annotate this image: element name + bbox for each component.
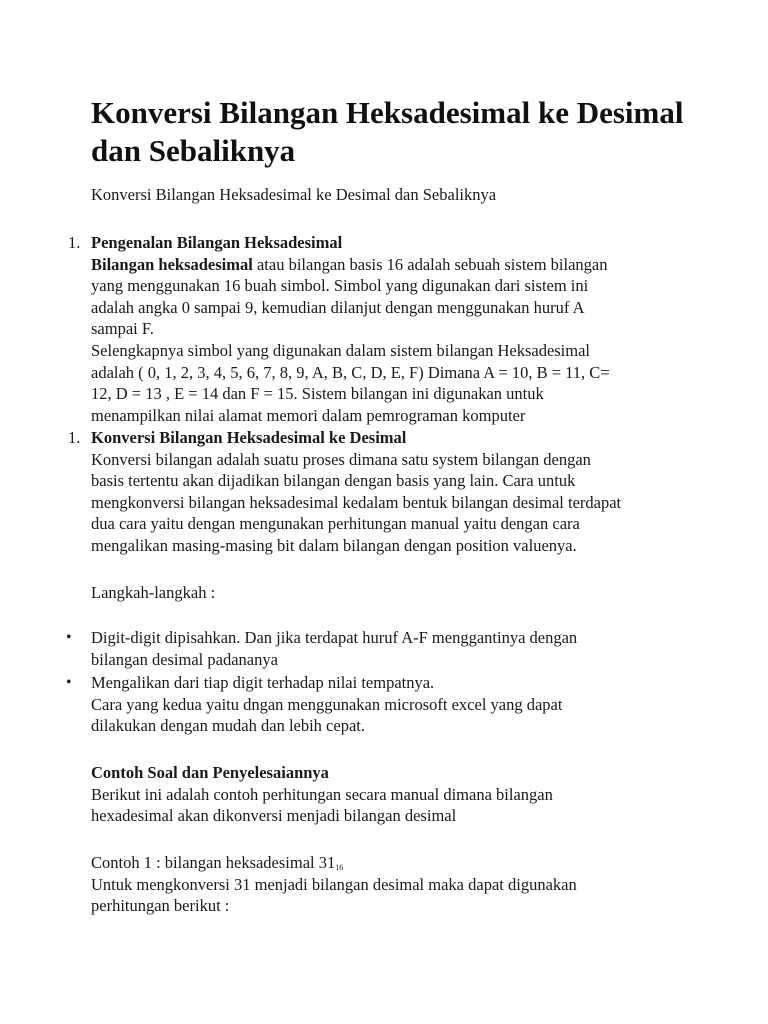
bullet-glyph: • [66,629,72,646]
paragraph-line [91,852,691,874]
paragraph-line: 12, D = 13 , E = 14 dan F = 15. Sistem bilangan ini digunakan untuk [91,384,544,404]
paragraph-line: mengalikan masing-masing bit dalam bilangan dengan position valuenya. [91,535,577,555]
section-heading: Contoh Soal dan Penyelesaiannya [91,763,329,782]
base-subscript: 16 [335,863,344,872]
paragraph-line: sampai F. [91,319,154,339]
section-heading: Konversi Bilangan Heksadesimal ke Desimal [91,428,407,447]
paragraph-line: Mengalikan dari tiap digit terhadap nilai tempatnya. [91,673,435,692]
section-konversi [91,427,691,557]
paragraph-line: Cara yang kedua yaitu dngan menggunakan microsoft excel yang dapat [91,694,563,714]
paragraph-line: bilangan desimal padananya [91,649,278,669]
paragraph-line: adalah ( 0, 1, 2, 3, 4, 5, 6, 7, 8, 9, A, B, C, D, E, F) Dimana A = 10, B = 11, C= [91,362,610,382]
bullet-glyph: • [66,674,72,691]
paragraph-line: mengkonversi bilangan heksadesimal kedalam bentuk bilangan desimal terdapat [91,492,622,512]
paragraph-line: perhitungan berikut : [91,896,230,916]
text-span: Contoh 1 : bilangan heksadesimal 31 [91,853,336,872]
section-number: 1. [68,233,81,252]
paragraph-line: yang menggunakan 16 buah simbol. Simbol yang digunakan dari sistem ini [91,276,589,296]
section-heading: Pengenalan Bilangan Heksadesimal [91,233,343,252]
page-title: Konversi Bilangan Heksadesimal ke Desimal dan Sebaliknya [91,95,684,168]
paragraph-line: Berikut ini adalah contoh perhitungan secara manual dimana bilangan [91,784,553,804]
section-number: 1. [68,428,81,447]
bullet-item [91,672,691,737]
paragraph-line: hexadesimal akan dikonversi menjadi bilangan desimal [91,806,457,826]
paragraph-line: Selengkapnya simbol yang digunakan dalam sistem bilangan Heksadesimal [91,340,591,360]
steps-label: Langkah-langkah : [91,583,216,602]
bold-term: Bilangan heksadesimal [91,254,253,274]
paragraph-line: Digit-digit dipisahkan. Dan jika terdapat huruf A-F menggantinya dengan [91,628,578,647]
section-pengenalan [91,232,691,426]
paragraph-line [91,254,691,276]
text-span: atau bilangan basis 16 adalah sebuah sistem bilangan [252,254,608,274]
paragraph-line: menampilkan nilai alamat memori dalam pemrograman komputer [91,405,526,425]
bullet-item [91,627,691,670]
paragraph-line: dua cara yaitu dengan mengunakan perhitungan manual yaitu dengan cara [91,514,580,534]
paragraph-line: Untuk mengkonversi 31 menjadi bilangan desimal maka dapat digunakan [91,874,577,894]
example-one [91,852,691,917]
document-page [66,94,684,916]
page-subtitle: Konversi Bilangan Heksadesimal ke Desimal dan Sebaliknya [91,185,497,204]
example-section [91,762,691,827]
paragraph-line: adalah angka 0 sampai 9, kemudian dilanjut dengan menggunakan huruf A [91,297,585,317]
paragraph-line: basis tertentu akan dijadikan bilangan dengan basis yang lain. Cara untuk [91,471,576,491]
paragraph-line: dilakukan dengan mudah dan lebih cepat. [91,716,365,736]
paragraph-line: Konversi bilangan adalah suatu proses dimana satu system bilangan dengan [91,449,591,469]
